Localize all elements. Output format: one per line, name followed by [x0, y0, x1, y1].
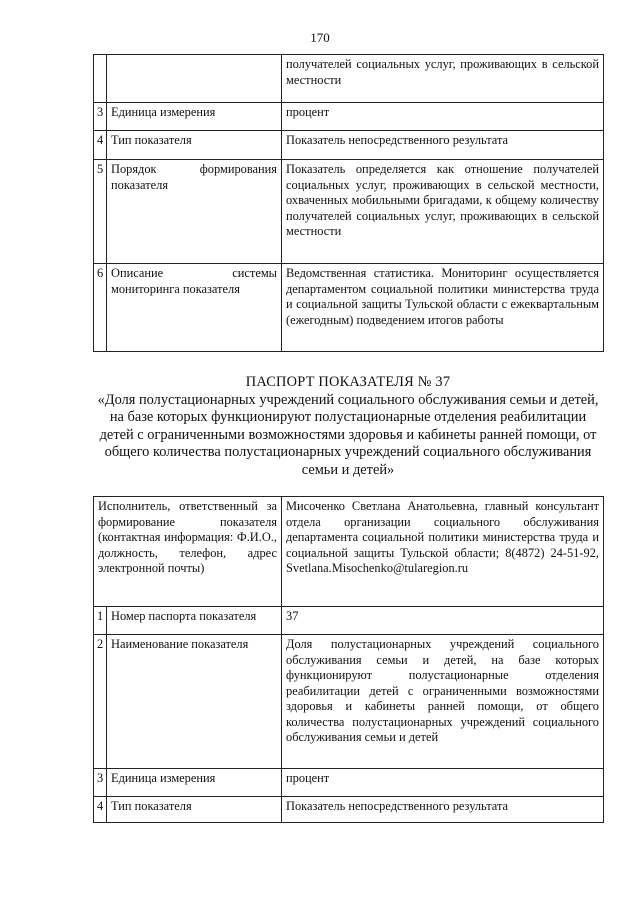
row-label: Наименование показателя	[107, 635, 282, 769]
row-value: процент	[282, 769, 604, 797]
passport-heading: ПАСПОРТ ПОКАЗАТЕЛЯ № 37	[245, 374, 451, 390]
row-label: Порядок формирования показателя	[107, 160, 282, 264]
row-label	[107, 55, 282, 103]
row-value: Ведомственная статистика. Мониторинг осуществляется департаментом социальной политики министерства труда и социальной защиты Тульской области с ежеквартальным (ежегодным) подведением итогов работы	[282, 264, 604, 352]
row-number	[94, 55, 107, 103]
table-row	[94, 635, 604, 769]
row-label: Описание системы мониторинга показателя	[107, 264, 282, 352]
row-value: Показатель определяется как отношение получателей социальных услуг, проживающих в сельской местности, охваченных мобильными бригадами, к общему количеству получателей социальных услуг, проживающих в сельской местности	[282, 160, 604, 264]
row-label: Единица измерения	[107, 769, 282, 797]
row-label: Тип показателя	[107, 131, 282, 160]
table-row	[94, 160, 604, 264]
row-value: Показатель непосредственного результата	[282, 797, 604, 823]
table-row	[94, 264, 604, 352]
table-row	[94, 607, 604, 635]
row-number: 1	[94, 607, 107, 635]
row-number: 3	[94, 103, 107, 131]
row-value: Показатель непосредственного результата	[282, 131, 604, 160]
row-number: 4	[94, 131, 107, 160]
table-row	[94, 103, 604, 131]
page-number: 170	[310, 30, 330, 45]
row-label: Номер паспорта показателя	[107, 607, 282, 635]
passport-title	[93, 374, 603, 479]
indicator-table-continued	[93, 54, 604, 352]
row-number: 3	[94, 769, 107, 797]
indicator-passport-table	[93, 496, 604, 823]
row-value: 37	[282, 607, 604, 635]
executor-value: Мисоченко Светлана Анатольевна, главный консультант отдела организации социального обслуживания департамента социальной политики министерства труда и социальной защиты Тульской области; 8(4872) 24-51-92, Svetlana.Misochenko@tularegion.ru	[282, 497, 604, 607]
row-number: 6	[94, 264, 107, 352]
passport-subtitle: «Доля полустационарных учреждений социального обслуживания семьи и детей, на базе которых функционируют полустационарные отделения реабилитации детей с ограниченными возможностями здоровья и кабинеты ранней помощи, от общего количества полустационарных учреждений социального обслуживания семьи и детей»	[97, 391, 599, 478]
row-label: Единица измерения	[107, 103, 282, 131]
row-number: 2	[94, 635, 107, 769]
executor-label: Исполнитель, ответственный за формирование показателя (контактная информация: Ф.И.О., должность, телефон, адрес электронной почты)	[94, 497, 282, 607]
table-row	[94, 131, 604, 160]
row-value: получателей социальных услуг, проживающих в сельской местности	[282, 55, 604, 103]
row-number: 5	[94, 160, 107, 264]
row-value: процент	[282, 103, 604, 131]
executor-row	[94, 497, 604, 607]
row-number: 4	[94, 797, 107, 823]
table-row	[94, 55, 604, 103]
table-row	[94, 769, 604, 797]
row-label: Тип показателя	[107, 797, 282, 823]
row-value: Доля полустационарных учреждений социального обслуживания семьи и детей, на базе которых функционируют полустационарные отделения реабилитации детей с ограниченными возможностями здоровья и кабинеты ранней помощи, от общего количества полустационарных учреждений социального обслуживания семьи и детей	[282, 635, 604, 769]
table-row	[94, 797, 604, 823]
